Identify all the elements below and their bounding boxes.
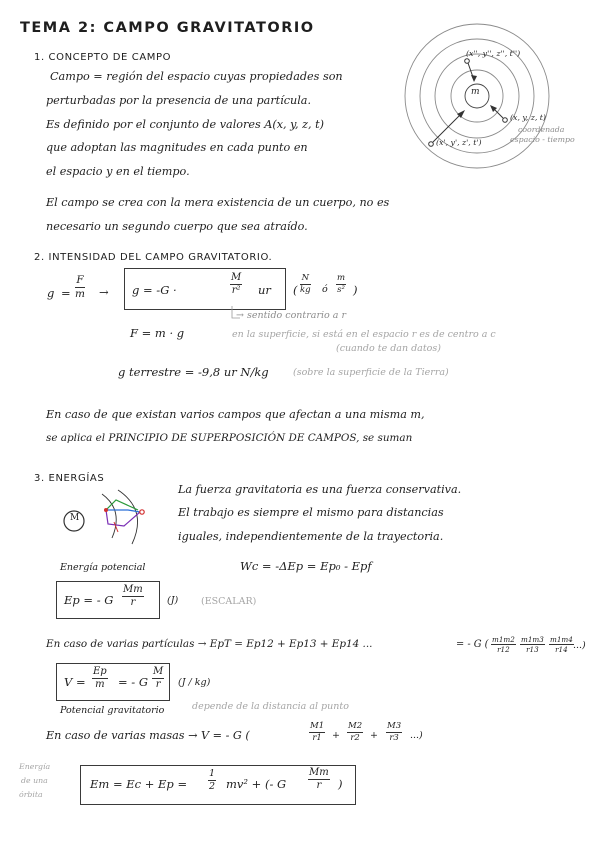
units-den-s2: s² xyxy=(337,284,345,295)
equals-sign: = xyxy=(61,286,71,300)
ep-scalar: (ESCALAR) xyxy=(201,596,257,607)
work-eq: Wc = -ΔEp = Ep₀ - Epf xyxy=(240,559,372,573)
section1-para: El campo se crea con la mera existencia de un cuerpo, no es xyxy=(46,196,390,209)
m1-r1-frac xyxy=(309,722,325,742)
em-half-frac xyxy=(208,769,216,791)
m1m2-frac xyxy=(491,636,516,653)
r2-den: r2 xyxy=(350,732,360,743)
m2-num: M2 xyxy=(348,721,363,731)
section1-para: necesario un segundo cuerpo que sea atraído. xyxy=(46,220,308,233)
frac-den-r2: r² xyxy=(231,285,241,296)
m1m3-den: r13 xyxy=(526,645,539,655)
diagram-point-1: (x'', y'', z'', t'') xyxy=(466,49,521,58)
varias-particulas-g: = - G ( xyxy=(456,639,489,650)
frac-num-f: F xyxy=(76,274,84,286)
v-frac-ep-m xyxy=(92,667,108,690)
superposition-line: se aplica el PRINCIPIO DE SUPERPOSICIÓN DE CAMPOS, se suman xyxy=(46,432,413,444)
section1-line: Campo = región del espacio cuyas propiedades son xyxy=(50,70,343,83)
frac-den-m: m xyxy=(75,287,85,300)
em-mv: mv² + (- G xyxy=(226,777,287,791)
v-units: (J / kg) xyxy=(178,677,211,688)
diagram-point-3: (x', y', z', t') xyxy=(436,138,482,147)
m2-r2-frac xyxy=(347,722,363,742)
note-dados: (cuando te dan datos) xyxy=(336,343,441,354)
g-formula-lhs: g = -G · xyxy=(132,283,177,297)
section1-line: el espacio y en el tiempo. xyxy=(46,165,190,178)
v-frac-den2: r xyxy=(155,679,161,690)
m1m3-frac xyxy=(520,636,545,653)
section1-line: perturbadas por la presencia de una partícula. xyxy=(46,94,312,107)
note-superficie: en la superficie, si está en el espacio r es de centro a c xyxy=(232,329,496,340)
varias-particulas: En caso de varias partículas → EpT = Ep12 + Ep13 + Ep14 ... xyxy=(46,638,373,650)
m1m3-num: m1m3 xyxy=(521,635,544,644)
units-close: ) xyxy=(353,283,358,297)
unit-vector-ur: ur xyxy=(258,283,271,297)
v-frac-m-r xyxy=(152,667,164,690)
g-terrestre-note: (sobre la superficie de la Tierra) xyxy=(293,367,449,378)
section3-line: La fuerza gravitatoria es una fuerza conservativa. xyxy=(178,483,462,496)
v-frac-num2: M xyxy=(153,666,164,677)
f-over-m xyxy=(75,275,85,299)
note-sentido: → sentido contrario a r xyxy=(236,310,346,321)
r1-den: r1 xyxy=(312,732,322,743)
masas-close: ...) xyxy=(410,730,423,741)
r3-den: r3 xyxy=(389,732,399,743)
ep-frac xyxy=(122,585,144,608)
v-lhs: V = xyxy=(64,675,86,689)
section3-line: iguales, independientemente de la trayectoria. xyxy=(178,530,444,543)
units-num-m: m xyxy=(337,273,346,283)
units-den-kg: kg xyxy=(300,284,311,295)
varias-masas: En caso de varias masas → V = - G ( xyxy=(46,729,250,742)
units-m-per-s2 xyxy=(336,274,346,294)
potencial-label: Potencial gravitatorio xyxy=(60,705,165,716)
page-title: TEMA 2: CAMPO GRAVITATORIO xyxy=(20,20,315,36)
em-side-label: Energía xyxy=(19,762,51,771)
em-close: ) xyxy=(338,777,343,791)
m3-num: M3 xyxy=(387,721,402,731)
ep-label: Energía potencial xyxy=(60,562,146,573)
m-over-r2 xyxy=(230,273,242,296)
em-frac-num: Mm xyxy=(309,767,329,778)
plus-sign: + xyxy=(332,730,340,741)
section2-heading: 2. INTENSIDAD DEL CAMPO GRAVITATORIO. xyxy=(34,252,273,263)
m1-num: M1 xyxy=(310,721,325,731)
ep-frac-den: r xyxy=(130,597,136,608)
diagram-note: coordenada xyxy=(518,125,565,134)
section1-line: que adoptan las magnitudes en cada punto en xyxy=(46,141,308,154)
units-or: ó xyxy=(322,284,328,295)
section3-heading: 3. ENERGÍAS xyxy=(34,473,105,484)
particulas-close: ...) xyxy=(573,640,586,651)
m1m4-frac xyxy=(549,636,574,653)
section1-line: Es definido por el conjunto de valores A(x, y, z, t) xyxy=(46,118,324,131)
g-terrestre-eq: g terrestre = -9,8 ur N/kg xyxy=(118,365,269,379)
units-open: ( xyxy=(293,283,298,297)
superposition-line: En caso de que existan varios campos que afectan a una misma m, xyxy=(46,408,425,421)
em-eq: Em = Ec + Ep = xyxy=(90,777,188,791)
em-half-den: 2 xyxy=(209,780,216,792)
m1m2-num: m1m2 xyxy=(492,635,515,644)
diagram-center-label: m xyxy=(471,87,480,97)
em-frac-den: r xyxy=(316,780,322,791)
ep-lhs: Ep = - G xyxy=(64,593,114,607)
m1m4-den: r14 xyxy=(555,645,568,655)
section1-heading: 1. CONCEPTO DE CAMPO xyxy=(34,52,172,63)
frac-num-M: M xyxy=(231,272,242,283)
g-vector: g xyxy=(47,286,55,300)
m1m2-den: r12 xyxy=(497,645,510,655)
ep-units: (J) xyxy=(167,595,179,606)
em-side-label: órbita xyxy=(19,790,43,799)
m1m4-num: m1m4 xyxy=(550,635,573,644)
section3-line: El trabajo es siempre el mismo para distancias xyxy=(178,506,444,519)
em-half-num: 1 xyxy=(209,768,216,779)
diagram-point-2: (x, y, z, t) xyxy=(510,113,546,122)
v-frac-num: Ep xyxy=(93,666,107,677)
ep-frac-num: Mm xyxy=(123,584,143,595)
units-n-per-kg xyxy=(300,274,311,294)
em-side-label: de una xyxy=(21,776,48,785)
em-frac xyxy=(308,768,330,791)
v-mid: = - G xyxy=(118,675,149,689)
m3-r3-frac xyxy=(386,722,402,742)
plus-sign: + xyxy=(370,730,378,741)
v-frac-den: m xyxy=(95,679,105,690)
potencial-note: depende de la distancia al punto xyxy=(192,701,349,712)
force-eq: F = m · g xyxy=(130,326,185,340)
units-num-N: N xyxy=(301,273,310,283)
arrow: → xyxy=(99,285,109,299)
mass-label: M xyxy=(70,513,80,523)
diagram-note: espacio - tiempo xyxy=(510,135,575,144)
